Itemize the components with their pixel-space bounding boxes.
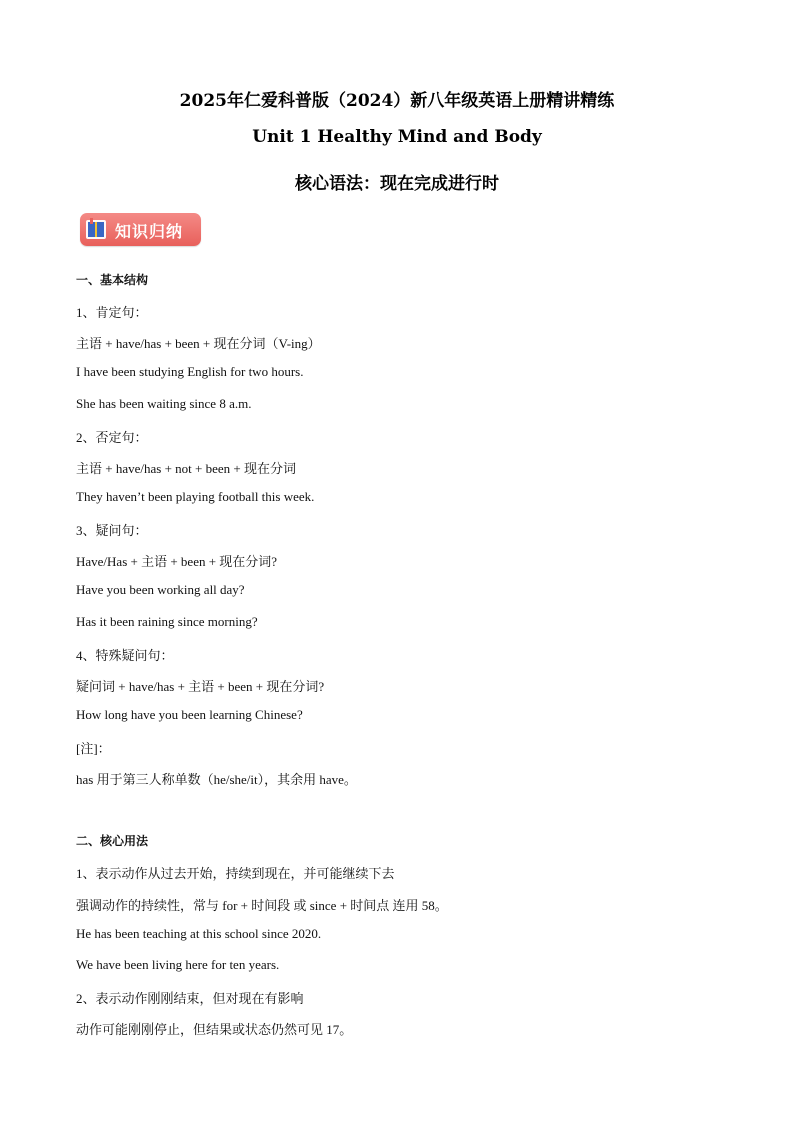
example-sentence: We have been living here for ten years.	[76, 957, 280, 972]
text-line: 2、表示动作刚刚结束，但对现在有影响	[76, 991, 304, 1006]
text-line: 4、特殊疑问句：	[76, 648, 174, 663]
example-sentence: He has been teaching at this school since 2020.	[76, 926, 322, 941]
text-line: 疑问词 + have/has + 主语 + been + 现在分词?	[76, 679, 325, 694]
section-heading-usage: 二、核心用法	[76, 834, 149, 848]
example-sentence: I have been studying English for two hours.	[76, 364, 304, 379]
example-sentence: They haven’t been playing football this week.	[76, 489, 315, 504]
unit-title: Unit 1 Healthy Mind and Body	[252, 127, 542, 147]
text-line: Have/Has + 主语 + been + 现在分词?	[76, 554, 278, 569]
text-line: 主语 + have/has + not + been + 现在分词	[76, 461, 296, 476]
topic-title: 核心语法：现在完成进行时	[295, 174, 499, 194]
example-sentence: How long have you been learning Chinese?	[76, 707, 303, 722]
note-text: has 用于第三人称单数（he/she/it），其余用 have。	[76, 772, 357, 787]
text-line: 1、肯定句：	[76, 305, 148, 320]
knowledge-summary-badge	[80, 213, 201, 246]
badge-label: 知识归纳	[115, 222, 184, 241]
book-icon	[85, 218, 107, 241]
text-line: 主语 + have/has + been + 现在分词（V-ing）	[76, 336, 321, 351]
document-title: 2025年仁爱科普版（2024）新八年级英语上册精讲精练	[179, 91, 615, 111]
example-sentence: Have you been working all day?	[76, 582, 245, 597]
text-line: 动作可能刚刚停止，但结果或状态仍然可见 17。	[76, 1022, 353, 1037]
example-sentence: She has been waiting since 8 a.m.	[76, 396, 252, 411]
example-sentence: Has it been raining since morning?	[76, 614, 258, 629]
text-line: 1、表示动作从过去开始，持续到现在，并可能继续下去	[76, 866, 395, 881]
note-label: [注]：	[76, 741, 111, 756]
text-line: 3、疑问句：	[76, 523, 148, 538]
text-line: 2、否定句：	[76, 430, 148, 445]
text-line: 强调动作的持续性，常与 for + 时间段 或 since + 时间点 连用 58。	[76, 898, 448, 913]
section-heading-structure: 一、基本结构	[76, 273, 149, 287]
